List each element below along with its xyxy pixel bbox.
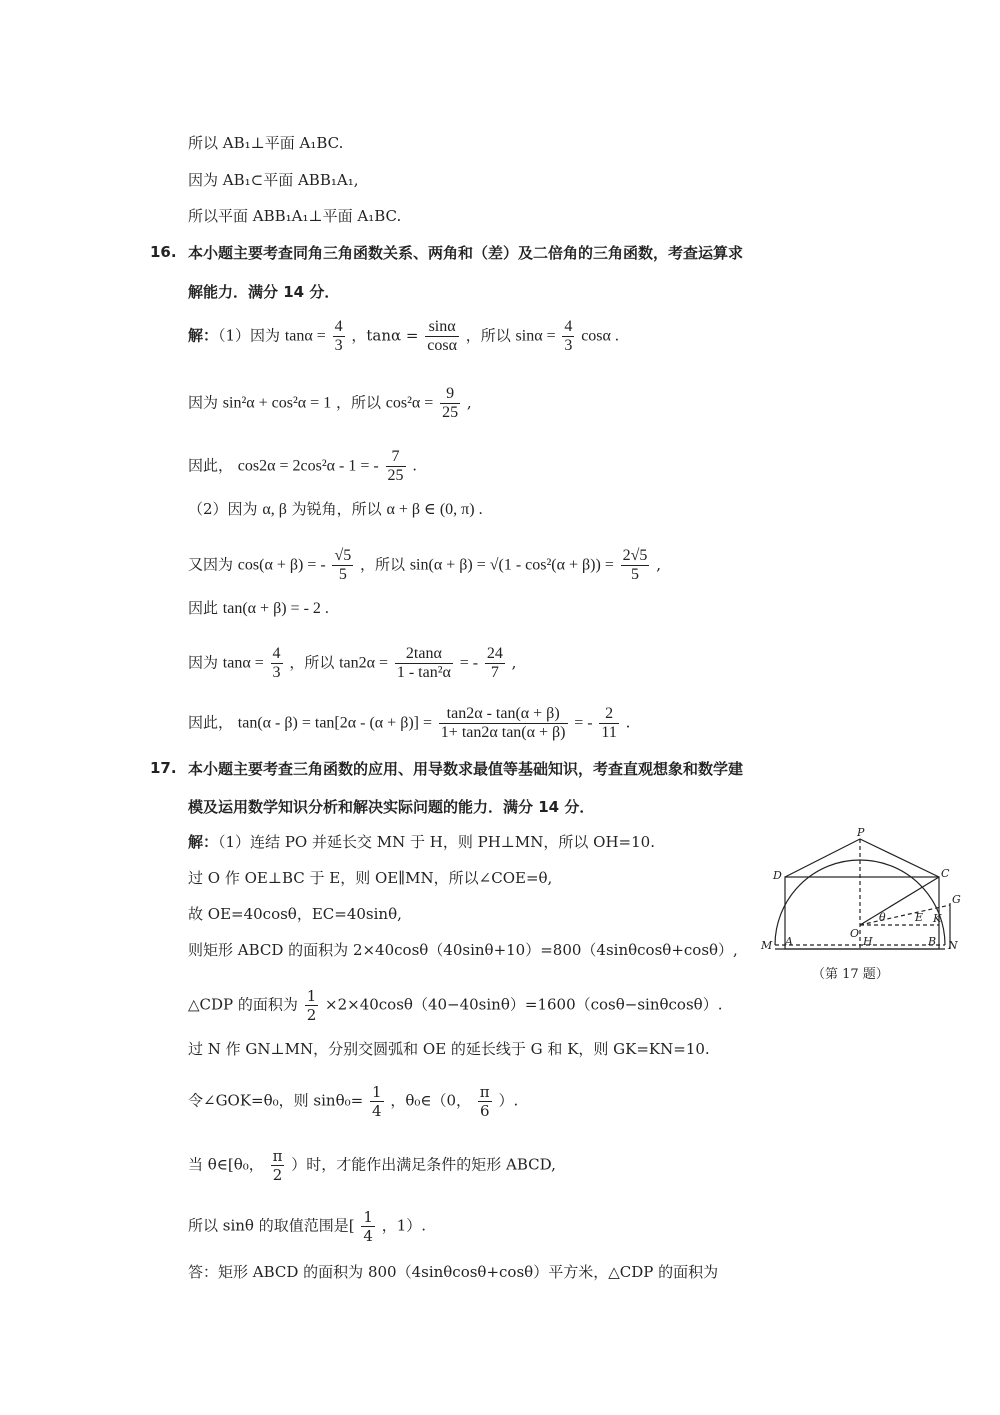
numerator: 1	[363, 1208, 373, 1226]
denominator: 1 - tan²α	[396, 664, 451, 681]
fraction	[332, 547, 353, 584]
numerator: 2	[599, 705, 618, 724]
text: ，所以	[360, 555, 406, 574]
q16-step-1	[188, 318, 619, 355]
q16-step-6	[188, 598, 329, 619]
numerator: 1	[306, 987, 317, 1005]
math: α, β	[262, 501, 287, 518]
q16-step-5	[188, 547, 661, 584]
q17-step-7	[188, 1083, 518, 1120]
label-k: K	[933, 912, 942, 925]
q16-heading-1: 本小题主要考查同角三角函数关系、两角和（差）及二倍角的三角函数，考查运算求	[188, 244, 744, 262]
denominator: 4	[371, 1102, 382, 1120]
text: 因为	[188, 653, 219, 672]
fraction	[425, 318, 459, 355]
text: 为锐角，所以	[291, 500, 382, 518]
math: tan(α - β) = tan[2α - (α + β)] =	[237, 714, 433, 732]
denominator: 6	[479, 1102, 490, 1120]
label-n: N	[948, 939, 958, 952]
numerator: √5	[334, 547, 352, 564]
math: cos(α + β) = -	[237, 556, 326, 574]
numerator: tan2α - tan(α + β)	[439, 705, 568, 724]
q16-step-3	[188, 448, 417, 485]
text: .	[625, 713, 631, 732]
label-g: G	[952, 893, 961, 906]
q16-step-4	[188, 499, 483, 520]
label-b: B	[928, 935, 937, 948]
fraction	[439, 705, 568, 742]
text: 又因为	[188, 555, 234, 574]
fraction	[333, 318, 345, 355]
q16-step-2	[188, 385, 472, 422]
line-ab1-subset: 因为 AB₁⊂平面 ABB₁A₁,	[188, 171, 359, 189]
denominator: 7	[490, 664, 499, 681]
text: 当 θ∈[θ₀，	[188, 1155, 264, 1174]
math: = -	[459, 654, 479, 672]
q17-step-8	[188, 1147, 556, 1184]
denominator: 4	[363, 1227, 373, 1245]
denominator: 11	[601, 724, 617, 741]
q17-step-6: 过 N 作 GN⊥MN，分别交圆弧和 OE 的延长线于 G 和 K，则 GK=KN=10.	[188, 1040, 710, 1058]
denominator: 25	[442, 404, 459, 421]
denominator: 1+ tan2α tan(α + β)	[440, 724, 566, 741]
fraction	[478, 1083, 492, 1120]
q17-step-1	[188, 832, 655, 852]
denominator: 3	[334, 337, 343, 354]
numerator: 2tanα	[395, 645, 453, 664]
text: （1）因为	[218, 326, 281, 345]
fraction	[599, 705, 618, 742]
numerator: 24	[486, 645, 503, 662]
q16-heading-2: 解能力．满分 14 分．	[188, 283, 340, 301]
math: = -	[574, 714, 593, 732]
line-ab1-perp: 所以 AB₁⊥平面 A₁BC.	[188, 134, 344, 152]
text: ）时，才能作出满足条件的矩形 ABCD,	[291, 1155, 556, 1174]
math: tanα =	[284, 327, 326, 345]
label-e: E	[915, 911, 924, 924]
denominator: 25	[387, 467, 404, 484]
q17-step-9	[188, 1208, 426, 1245]
math: tanα =	[222, 654, 264, 672]
text: .	[412, 456, 418, 475]
text: 因此，	[188, 713, 234, 732]
label-c: C	[941, 867, 950, 880]
text: （1）连结 PO 并延长交 MN 于 H，则 PH⊥MN，所以 OH=10.	[218, 833, 655, 851]
q17-heading-1: 本小题主要考查三角函数的应用、用导数求最值等基础知识，考查直观想象和数学建	[188, 760, 744, 778]
math: α + β ∈ (0, π) .	[386, 501, 483, 518]
q17-step-3: 故 OE=40cosθ，EC=40sinθ,	[188, 905, 402, 923]
q17-step-2: 过 O 作 OE⊥BC 于 E，则 OE∥MN，所以∠COE=θ,	[188, 869, 553, 887]
math: tan(α + β) = - 2 .	[222, 600, 329, 617]
denominator: 3	[564, 337, 573, 354]
label-theta: θ	[879, 911, 886, 924]
q17-number: 17.	[150, 759, 177, 777]
text: △CDP 的面积为	[188, 995, 298, 1014]
numerator: π	[272, 1147, 283, 1165]
math: tan2α =	[339, 654, 389, 672]
fraction	[361, 1208, 375, 1245]
text: ，所以	[465, 326, 511, 345]
text: 因此，	[188, 456, 234, 475]
fraction	[485, 645, 505, 682]
denominator: 2	[306, 1006, 317, 1024]
numerator: 1	[371, 1083, 382, 1101]
numerator: sinα	[425, 318, 459, 337]
text: （2）因为	[188, 500, 258, 518]
text: 因此	[188, 599, 219, 617]
label-m: M	[761, 939, 773, 952]
text: 因为	[188, 393, 219, 412]
numerator: 4	[564, 318, 573, 335]
fraction	[305, 987, 319, 1024]
q17-step-5	[188, 987, 722, 1024]
fraction	[562, 318, 574, 355]
label-o: O	[850, 927, 860, 940]
triangle-dcp	[785, 839, 939, 877]
numerator: 7	[386, 448, 406, 467]
text: ）.	[498, 1091, 519, 1110]
q16-number: 16.	[150, 243, 177, 261]
line-oc	[860, 877, 939, 925]
text: ，tanα =	[351, 326, 419, 345]
q17-answer: 答：矩形 ABCD 的面积为 800（4sinθcosθ+cosθ）平方米，△CDP 的面积为	[188, 1263, 719, 1281]
text: 令∠GOK=θ₀，则 sinθ₀=	[188, 1091, 364, 1110]
text: ，1）.	[381, 1216, 426, 1235]
text: ×2×40cosθ（40−40sinθ）=1600（cosθ−sinθcosθ）.	[325, 995, 723, 1014]
q16-step-7	[188, 645, 516, 682]
geometry-figure	[755, 825, 965, 985]
denominator: 5	[338, 566, 347, 583]
line-plane-perp: 所以平面 ABB₁A₁⊥平面 A₁BC.	[188, 207, 402, 225]
text: ，θ₀∈（0，	[390, 1091, 472, 1110]
text: ,	[656, 555, 661, 574]
numerator: 4	[334, 318, 343, 335]
label-a: A	[785, 935, 793, 948]
q16-step-8	[188, 705, 630, 742]
denominator: 3	[272, 664, 281, 681]
text: ，所以	[335, 393, 381, 412]
fraction	[370, 1083, 384, 1120]
denominator: cosα	[427, 337, 457, 354]
math: cos²α =	[385, 394, 434, 412]
fraction	[271, 1147, 285, 1184]
denominator: 5	[631, 566, 640, 583]
fraction	[386, 448, 406, 485]
fraction	[621, 547, 650, 584]
label-h: H	[863, 935, 873, 948]
q17-step-4: 则矩形 ABCD 的面积为 2×40cosθ（40sinθ+10）=800（4sinθcosθ+cosθ）,	[188, 941, 738, 959]
math: sin(α + β) = √(1 - cos²(α + β)) =	[409, 556, 614, 574]
text: 所以 sinθ 的取值范围是[	[188, 1216, 355, 1235]
numerator: 9	[440, 385, 460, 404]
fraction	[395, 645, 453, 682]
text: ,	[511, 653, 517, 672]
fraction	[440, 385, 460, 422]
math: cos2α = 2cos²α - 1 = -	[237, 457, 379, 475]
numerator: 4	[272, 645, 281, 662]
text: ,	[466, 393, 472, 412]
math: sin²α + cos²α = 1	[222, 394, 332, 412]
numerator: 2√5	[622, 547, 648, 564]
label-d: D	[773, 869, 782, 882]
fraction	[271, 645, 283, 682]
text: ，所以	[289, 653, 335, 672]
denominator: 2	[272, 1166, 283, 1184]
q16-solution-label: 解：	[188, 326, 219, 345]
numerator: π	[479, 1083, 490, 1101]
math: cosα .	[581, 327, 619, 345]
q17-solution-label: 解：	[188, 833, 219, 851]
figure-caption: （第 17 题）	[812, 967, 889, 982]
math: sinα =	[515, 327, 556, 345]
label-p: P	[857, 826, 865, 839]
q17-heading-2: 模及运用数学知识分析和解决实际问题的能力．满分 14 分．	[188, 798, 595, 816]
